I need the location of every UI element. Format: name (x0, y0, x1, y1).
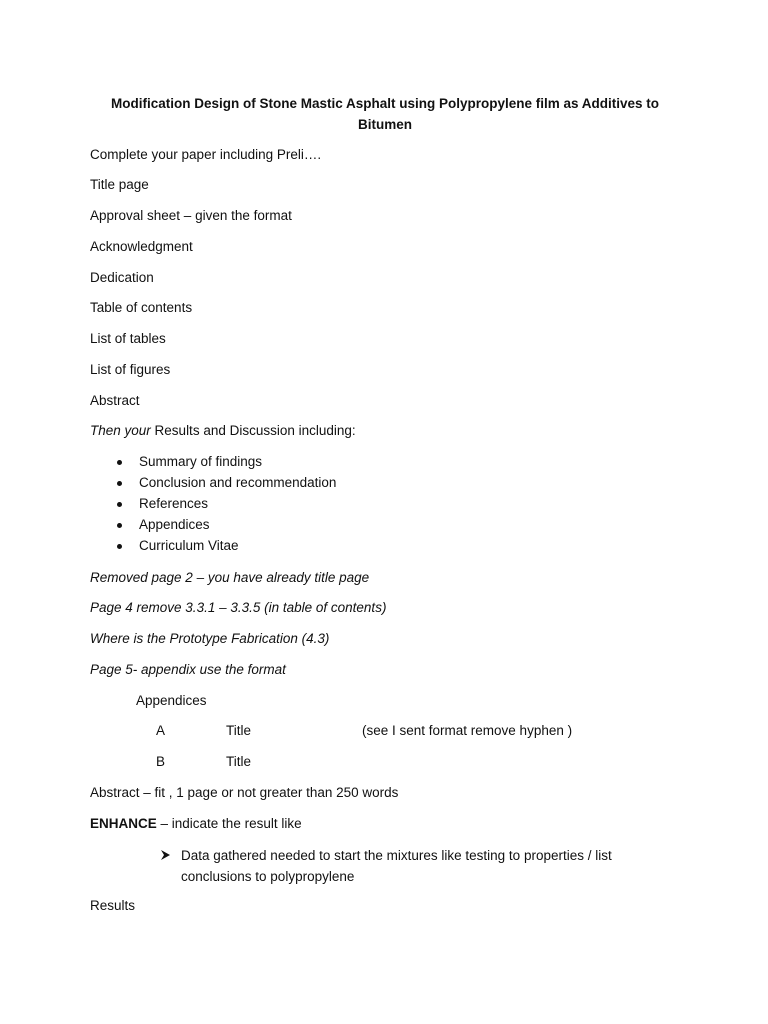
list-item (114, 474, 336, 495)
appendix-a-letter: A (156, 723, 166, 738)
arrow-list-item (160, 845, 640, 887)
results-heading: Results (90, 898, 136, 913)
appendices-heading: Appendices (136, 693, 207, 708)
bullet-icon (117, 502, 122, 507)
prelim-title-page: Title page (90, 177, 149, 192)
appendix-b-letter: B (156, 754, 166, 769)
results-bullet-list (114, 453, 336, 558)
bullet-icon (117, 544, 122, 549)
note-page-5: Page 5- appendix use the format (90, 662, 286, 677)
list-item (114, 516, 336, 537)
note-prototype-fabrication: Where is the Prototype Fabrication (4.3) (90, 631, 330, 646)
prelim-dedication: Dedication (90, 270, 154, 285)
prelim-list-of-figures: List of figures (90, 362, 171, 377)
list-item (114, 453, 336, 474)
results-discussion-intro (90, 422, 356, 440)
list-item-label: Summary of findings (139, 454, 263, 469)
results-discussion-text: Results and Discussion including: (150, 423, 356, 438)
bullet-icon (117, 481, 122, 486)
list-item-label: Conclusion and recommendation (139, 475, 337, 490)
enhance-label: ENHANCE (90, 816, 157, 831)
list-item-label: Curriculum Vitae (139, 538, 239, 553)
list-item (114, 537, 336, 558)
appendix-a-title: Title (226, 723, 252, 738)
list-item (114, 495, 336, 516)
note-removed-page-2: Removed page 2 – you have already title page (90, 570, 370, 585)
list-item-label: Appendices (139, 517, 210, 532)
enhance-text: – indicate the result like (156, 816, 302, 831)
appendix-a-note: (see I sent format remove hyphen ) (362, 723, 573, 738)
enhance-line (90, 815, 302, 833)
abstract-note: Abstract – fit , 1 page or not greater than 250 words (90, 785, 399, 800)
note-page-4: Page 4 remove 3.3.1 – 3.3.5 (in table of contents) (90, 600, 387, 615)
arrow-bullet-icon (160, 845, 171, 868)
prelim-approval-sheet: Approval sheet – given the format (90, 208, 292, 223)
prelim-abstract: Abstract (90, 393, 140, 408)
list-item-label: References (139, 496, 209, 511)
bullet-icon (117, 460, 122, 465)
intro-line: Complete your paper including Preli…. (90, 147, 322, 162)
prelim-acknowledgment: Acknowledgment (90, 239, 193, 254)
then-your-text: Then your (90, 423, 151, 438)
appendix-b-title: Title (226, 754, 252, 769)
document-title: Modification Design of Stone Mastic Asphalt using Polypropylene film as Additives to Bitumen (110, 96, 660, 132)
prelim-table-of-contents: Table of contents (90, 300, 193, 315)
bullet-icon (117, 523, 122, 528)
prelim-list-of-tables: List of tables (90, 331, 166, 346)
arrow-item-text: Data gathered needed to start the mixtures like testing to properties / list conclusions to polypropylene (181, 848, 612, 884)
